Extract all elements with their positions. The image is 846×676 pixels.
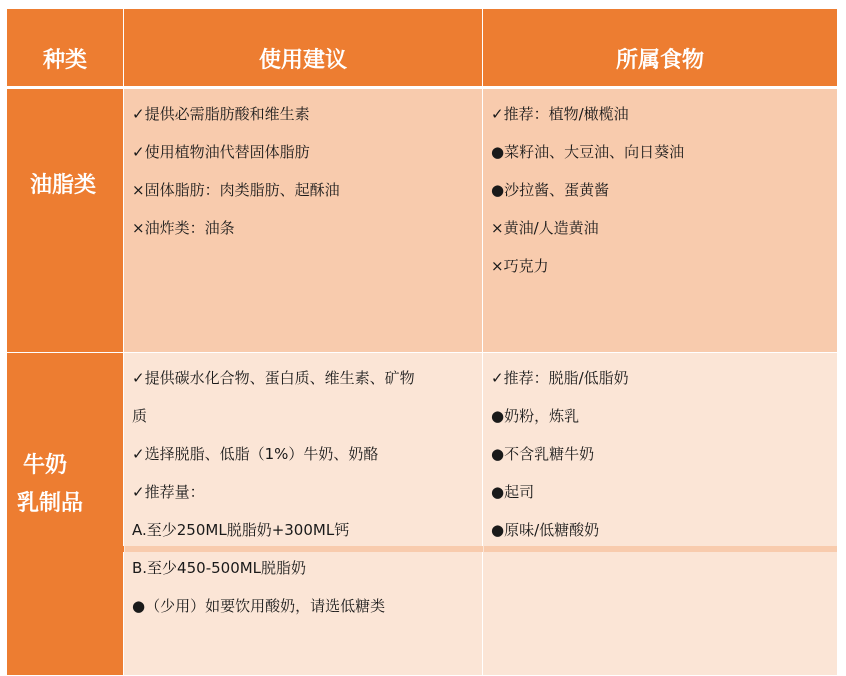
advice-line: ✓提供碳水化合物、蛋白质、维生素、矿物 xyxy=(132,369,415,387)
advice-line: ✓提供必需脂肪酸和维生素 xyxy=(132,105,310,123)
advice-line: ✓推荐量： xyxy=(132,483,205,501)
header-row xyxy=(7,9,837,89)
food-line: ●原味/低糖酸奶 xyxy=(491,521,600,539)
next-row-edge xyxy=(7,546,837,552)
food-line: ✓推荐：植物/橄榄油 xyxy=(491,105,629,123)
food-guide-table xyxy=(7,9,837,676)
advice-cell-oils xyxy=(124,89,483,353)
food-line: ●沙拉酱、蛋黄酱 xyxy=(491,181,610,199)
food-guide-table-container xyxy=(7,9,837,615)
table-row-oils xyxy=(7,89,837,353)
advice-line: ×油炸类：油条 xyxy=(132,219,235,237)
header-foods: 所属食物 xyxy=(483,9,837,89)
advice-line: 质 xyxy=(132,407,148,425)
food-line: ●菜籽油、大豆油、向日葵油 xyxy=(491,143,685,161)
advice-line: ✓使用植物油代替固体脂肪 xyxy=(132,143,310,161)
category-label: 牛奶 xyxy=(23,453,68,478)
category-label: 乳制品 xyxy=(17,491,84,516)
food-line: ✓推荐：脱脂/低脂奶 xyxy=(491,369,629,387)
advice-cell-dairy xyxy=(124,353,483,676)
advice-line: B.至少450-500ML脱脂奶 xyxy=(132,559,307,577)
food-line: ●奶粉，炼乳 xyxy=(491,407,580,425)
advice-line: A.至少250ML脱脂奶+300ML钙 xyxy=(132,521,350,539)
header-category: 种类 xyxy=(7,9,124,89)
food-line: ●不含乳糖牛奶 xyxy=(491,445,595,463)
table-row-dairy xyxy=(7,353,837,676)
food-line: ●起司 xyxy=(491,483,535,501)
food-line: ×巧克力 xyxy=(491,257,549,275)
category-cell-oils xyxy=(7,89,124,353)
advice-line: ×固体脂肪：肉类脂肪、起酥油 xyxy=(132,181,340,199)
header-advice: 使用建议 xyxy=(124,9,483,89)
advice-line: ●（少用）如要饮用酸奶，请选低糖类 xyxy=(132,597,386,615)
foods-cell-dairy xyxy=(483,353,837,676)
foods-cell-oils xyxy=(483,89,837,353)
food-line: ×黄油/人造黄油 xyxy=(491,219,599,237)
category-label: 油脂类 xyxy=(29,172,96,198)
advice-line: ✓选择脱脂、低脂（1%）牛奶、奶酪 xyxy=(132,445,379,463)
category-cell-dairy xyxy=(7,353,124,676)
